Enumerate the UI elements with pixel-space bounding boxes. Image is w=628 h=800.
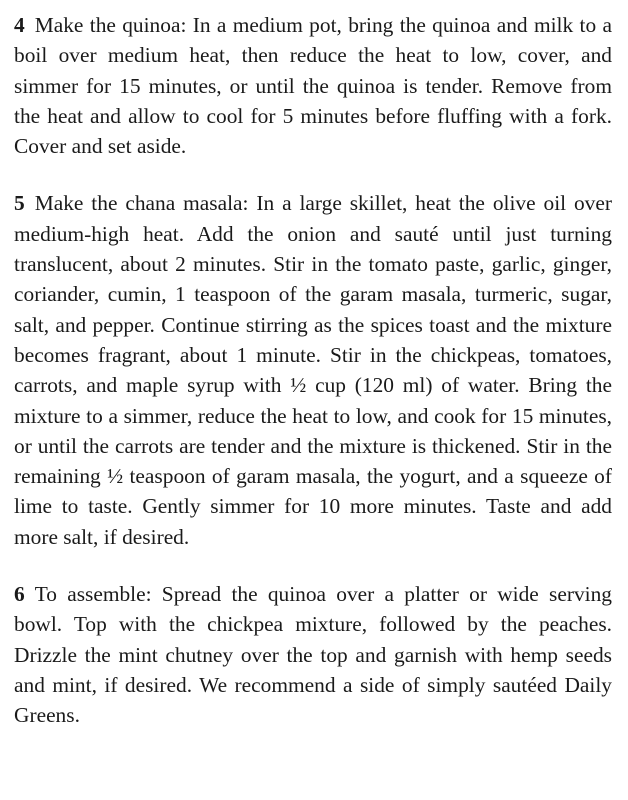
step-4 [14,10,612,161]
step-number: 6 [14,582,25,607]
step-text: To assemble: Spread the quinoa over a platter or wide serving bowl. Top with the chickpea mixture, followed by the peaches. Drizzle the mint chutney over the top and garnish with hemp seeds and mint, if desired. We recommend a side of simply sautéed Daily Greens. [14,582,612,728]
step-number: 4 [14,13,25,37]
step-text: Make the quinoa: In a medium pot, bring the quinoa and milk to a boil over medium heat, then reduce the heat to low, cover, and simmer for 15 minutes, or until the quinoa is tender. Remove from the heat and allow to cool for 5 minutes before fluffing with a fork. Cover and set aside. [14,13,612,159]
step-5 [14,188,612,552]
step-number: 5 [14,191,25,216]
step-6 [14,579,612,730]
step-text: Make the chana masala: In a large skillet, heat the olive oil over medium-high heat. Add the onion and sauté until just turning translucent, about 2 minutes. Stir in the tomato paste, garlic, ginger, coriander, cumin, 1 teaspoon of the garam masala, turmeric, sugar, salt, and pepper. Continue stirring as the spices toast and the mixture becomes fragrant, about 1 minute. Stir in the chickpeas, tomatoes, carrots, and maple syrup with ½ cup (120 ml) of water. Bring the mixture to a simmer, reduce the heat to low, and cook for 15 minutes, or until the carrots are tender and the mixture is thickened. Stir in the remaining ½ teaspoon of garam masala, the yogurt, and a squeeze of lime to taste. Gently simmer for 10 more minutes. Taste and add more salt, if desired. [14,191,612,549]
